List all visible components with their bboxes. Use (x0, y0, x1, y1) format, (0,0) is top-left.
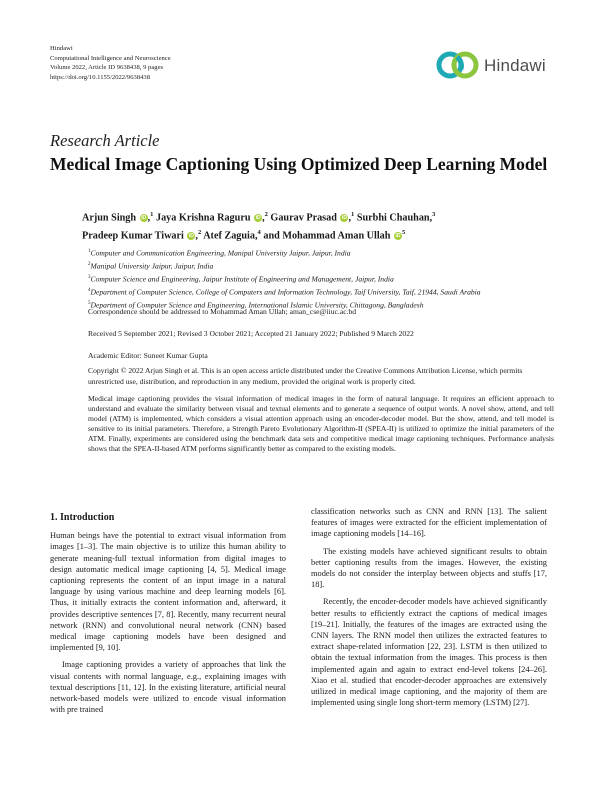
volume-line: Volume 2022, Article ID 9638438, 9 pages (50, 64, 164, 72)
logo-wordmark: Hindawi (484, 56, 546, 75)
orcid-icon[interactable]: iD (341, 215, 347, 222)
orcid-icon[interactable]: iD (188, 233, 194, 240)
paragraph: Image captioning provides a variety of approaches that link the visual contents with normal language, e.g., explaining images with textual descriptions [11, 12]. In the existing literature, artificial neural network-based models were utilized to encode visual information with pre trained (50, 660, 286, 715)
author-6-aff: 4 (257, 228, 261, 236)
author-7-aff: 5 (402, 228, 406, 236)
author-3-aff: 1 (351, 211, 355, 218)
author-4-aff: 3 (432, 211, 436, 218)
affiliation-item: $^5$Department of Computer Science and Engineering, International Islamic University, Chittagong, Bangladesh (88, 300, 424, 310)
affiliation-item: $^1$Computer and Communication Engineering, Manipal University Jaipur, Jaipur, India (88, 248, 351, 258)
journal-name: Computational Intelligence and Neuroscience (50, 54, 171, 62)
author-1: Arjun Singh (82, 212, 137, 224)
affiliation-list (88, 246, 568, 311)
author-3: Gaurav Prasad (270, 212, 337, 224)
paragraph: The existing models have achieved significant results to obtain better captioning results from the images. However, the existing models do not consider the interplay between objects and stuffs [17, 18]. (311, 546, 547, 590)
paragraph: Human beings have the potential to extract visual information from images [1–3]. The main objective is to utilize this human ability to generate meaning-full textual information from digital images to design automatic medical image captioning [4, 5]. Medical image captioning represents the content of an input image in a natural language by using various machine and deep learning models [6]. Thus, it initially extracts the content information and, afterward, it provides descriptive sentences [7, 8]. Recently, many recurrent neural network (RNN) and convolutional neural network (CNN) based medical image captioning models have been designed and implemented [9, 10]. (50, 531, 286, 653)
left-column (50, 512, 286, 721)
author-4: Surbhi Chauhan (356, 212, 430, 224)
author-5-aff: 2 (197, 228, 202, 236)
journal-header (50, 44, 171, 82)
dates-line: Received 5 September 2021; Revised 3 October 2021; Accepted 21 January 2022; Published 9 March 2022 (88, 329, 414, 338)
affiliation-item: $^3$Computer Science and Engineering, Jaipur Institute of Engineering and Management, Jaipur, India (88, 274, 394, 284)
affiliation-item: $^2$Manipal University Jaipur, Jaipur, India (88, 261, 214, 271)
paragraph: Recently, the encoder-decoder models have achieved significantly better results to efficiently extract the captions of medical images [19–21]. Initially, the features of the images are extracted using the CNN layers. The RNN model then utilizes the extracted features to extract shape-related information [22, 23]. LSTM is then utilized to obtain the textual information from the images. This process is then implemented again and again to extract end-level tokens [24–26]. Xiao et al. studied that encoder-decoder approaches are extensively utilized in medical image captioning, and the majority of them are implemented using single long short-term memory (LSTM) [27]. (311, 597, 547, 708)
orcid-icon[interactable]: iD (141, 215, 147, 222)
affiliation-item: $^4$Department of Computer Science, College of Computers and Information Technology, Taif University, Taif, 21944, Saudi Arabia (88, 287, 481, 297)
author-2-aff: 2 (264, 211, 268, 218)
article-type: Research Article (50, 131, 160, 150)
copyright-notice: Copyright © 2022 Arjun Singh et al. This is an open access article distributed under the Creative Commons Attribution License, which permits unrestricted use, distribution, and reproduction in any medium, provided the original work is properly cited. (88, 366, 523, 386)
author-7: Mohammad Aman Ullah (282, 230, 391, 242)
orcid-icon[interactable]: iD (395, 233, 401, 240)
hindawi-rings-icon (436, 48, 480, 82)
author-1-aff: 1 (150, 211, 154, 218)
author-6: Atef Zaguia (203, 230, 255, 242)
author-5: Pradeep Kumar Tiwari (82, 230, 184, 242)
right-column (311, 506, 547, 714)
academic-editor: Academic Editor: Suneet Kumar Gupta (88, 351, 208, 360)
orcid-icon[interactable]: iD (255, 215, 261, 222)
hindawi-logo (436, 48, 552, 84)
paragraph: classification networks such as CNN and RNN [13]. The salient features of images were extracted for the efficient implementation of image captioning models [14–16]. (311, 507, 547, 539)
abstract: Medical image captioning provides the visual information of medical images in the form of natural language. It requires an efficient approach to understand and evaluate the similarity between visual and textual elements and to generate a sequence of output words. A novel show, attend, and tell model (ATM) is implemented, which considers a visual attention approach using an encoder-decoder model. But the show, attend, and tell model is sensitive to its initial parameters. Therefore, a Strength Pareto Evolutionary Algorithm-II (SPEA-II) is utilized to optimize the initial parameters of the ATM. Finally, experiments are considered using the benchmark data sets and competitive medical image captioning techniques. Performance analysis shows that the SPEA-II-based ATM performs significantly better as compared to the existing models. (88, 394, 554, 453)
paper-title: Medical Image Captioning Using Optimized Deep Learning Model (50, 154, 548, 174)
correspondence: Correspondence should be addressed to Mohammad Aman Ullah; aman_cse@iiuc.ac.bd (88, 307, 357, 316)
author-2: Jaya Krishna Raguru (155, 212, 251, 224)
doi-link[interactable]: https://doi.org/10.1155/2022/9638438 (50, 73, 151, 81)
author-list: Arjun Singh iD ,$^1$ Jaya Krishna Raguru iD ,$^2$ Gaurav Prasad iD ,$^1$ Surbhi Chauhan,$^3$ Pradeep Kumar Tiwari iD ,$^2$ Atef Zaguia,$^4$ and Mohammad Aman Ullah $iD^5$ (82, 211, 436, 242)
section-heading: 1. Introduction (50, 512, 115, 523)
publisher-name: Hindawi (50, 45, 73, 52)
